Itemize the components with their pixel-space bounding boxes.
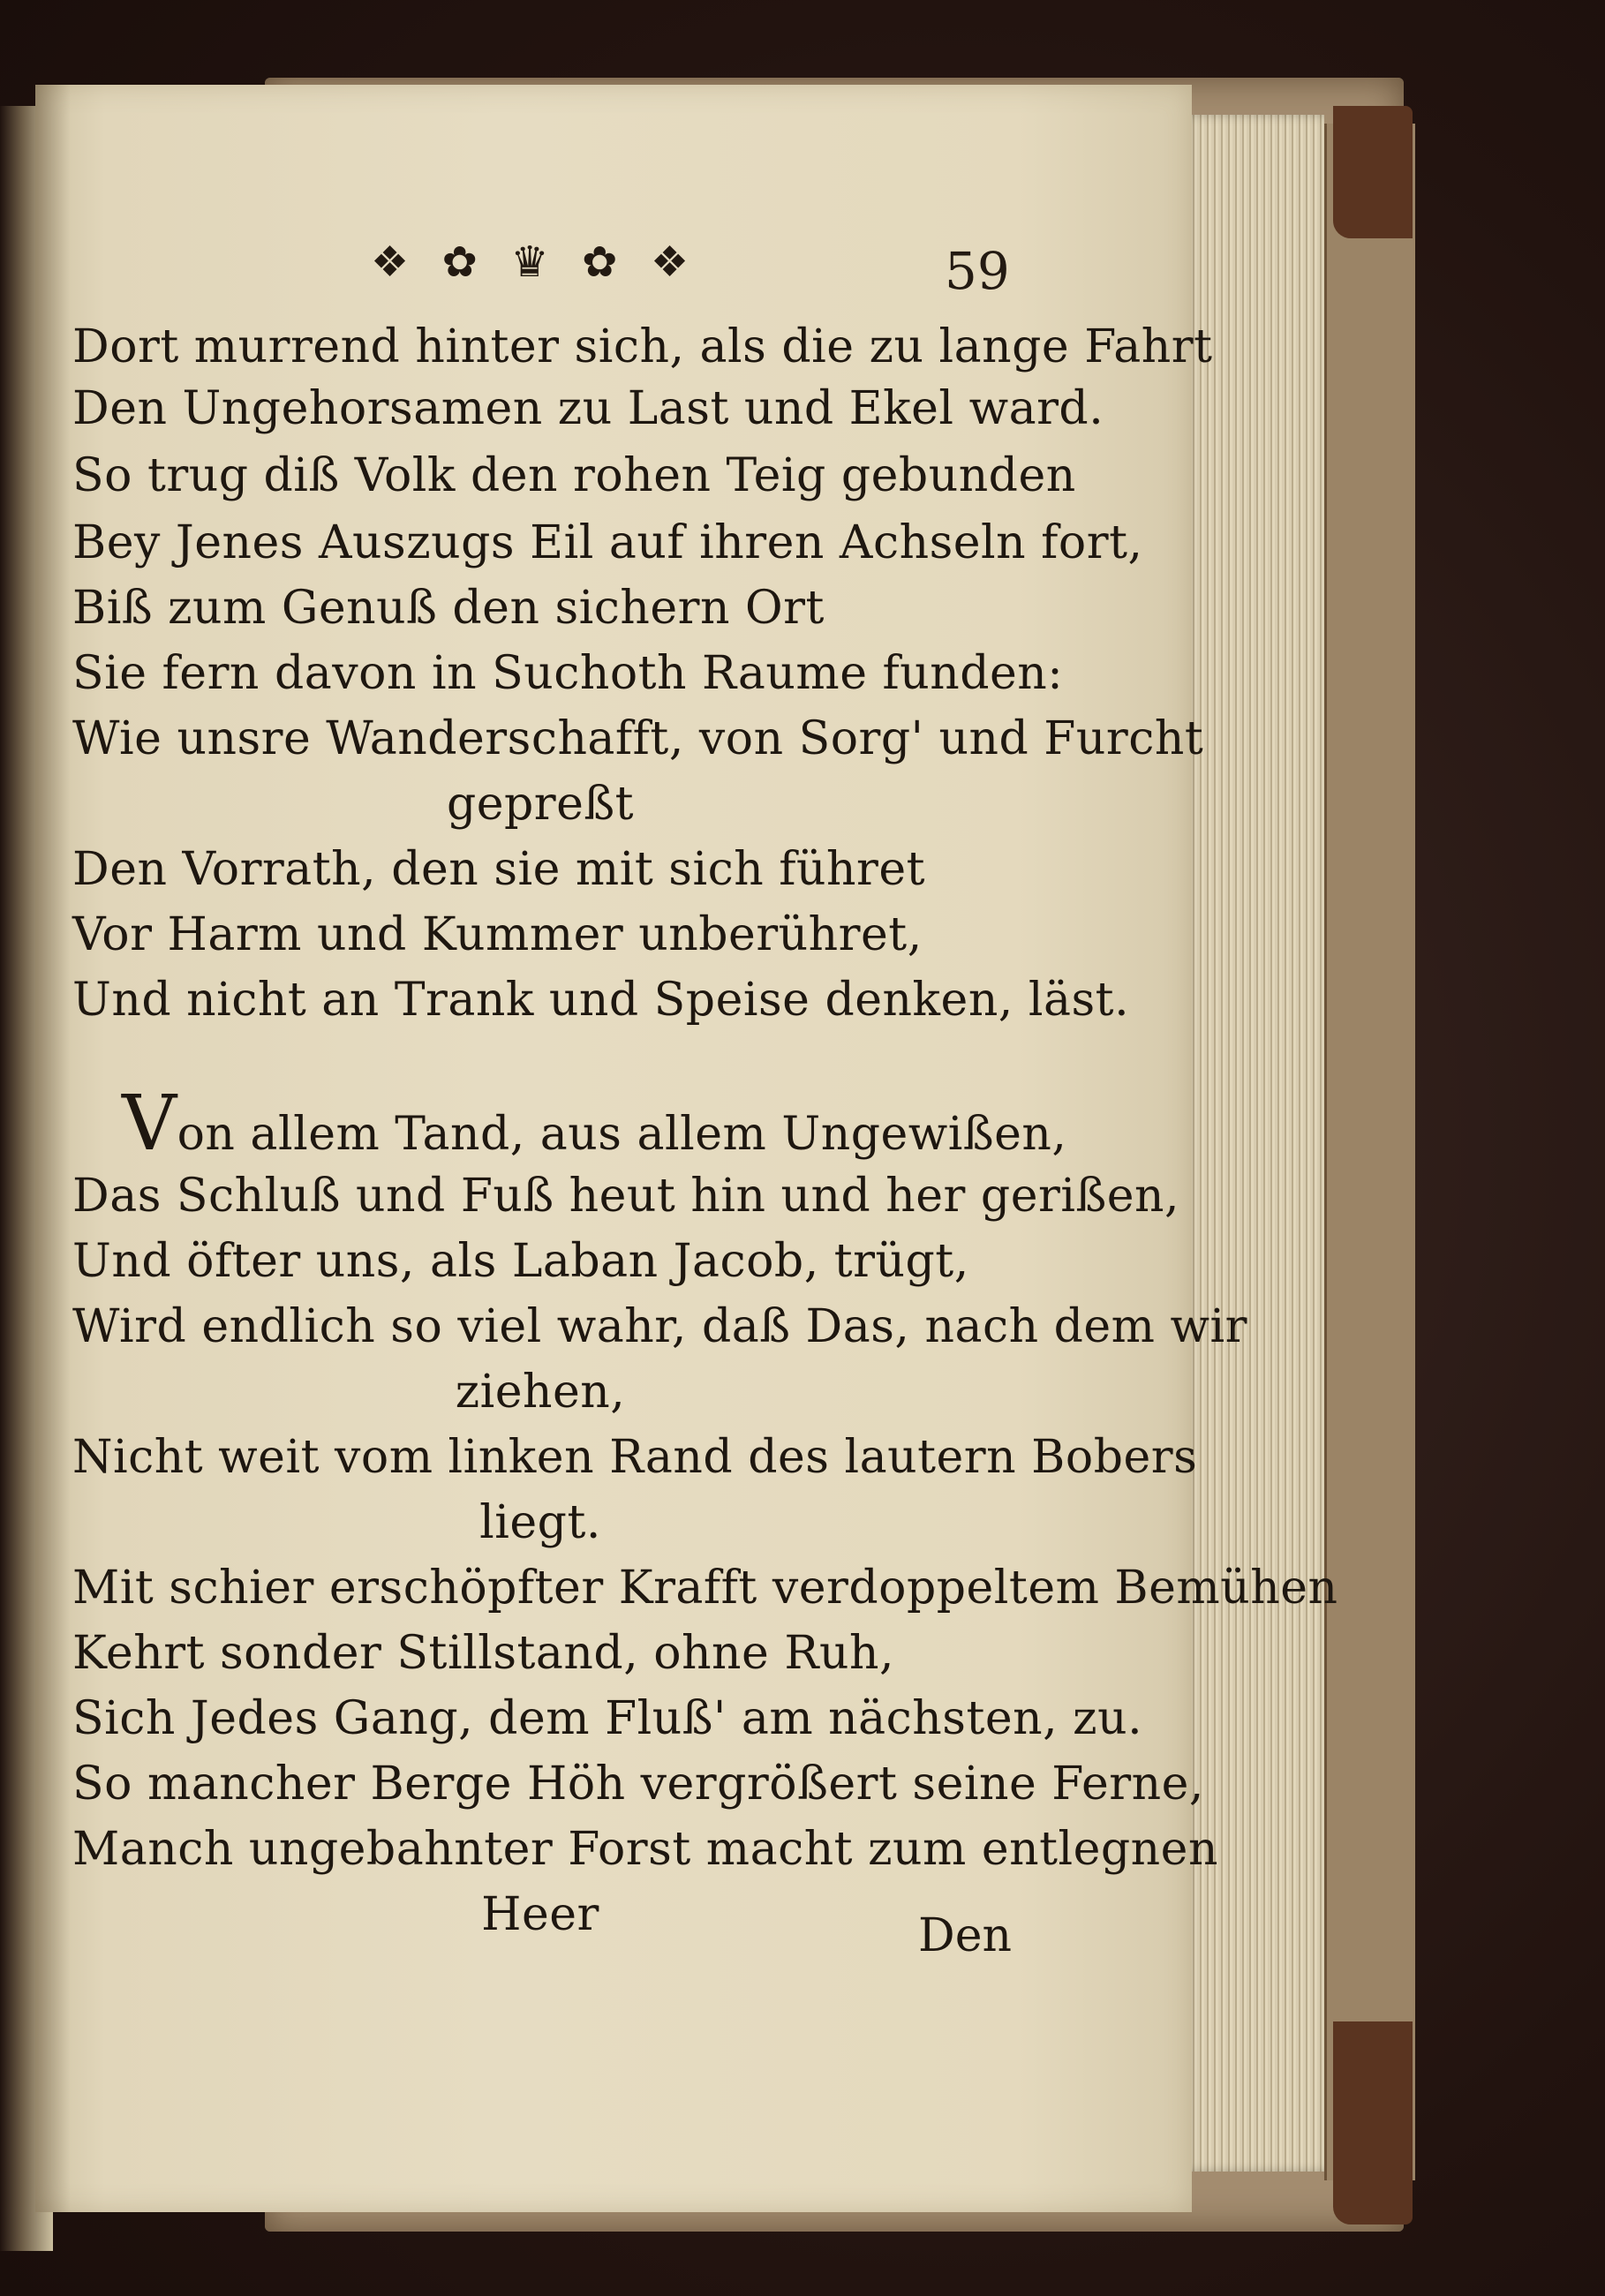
page-number: 59 [945, 241, 1010, 301]
ornament-flower-icon: ✿ [441, 237, 478, 287]
verse-line: Und nicht an Trank und Speise denken, läst. [72, 974, 1130, 1027]
verse-line: Von allem Tand, aus allem Ungewißen, [122, 1080, 1067, 1168]
verse-line: Wie unsre Wanderschafft, von Sorg' und Furcht [72, 712, 1204, 765]
verse-line: Vor Harm und Kummer unberühret, [72, 908, 923, 961]
verse-line: Das Schluß und Fuß heut hin und her gerißen, [72, 1170, 1180, 1223]
verse-line: Mit schier erschöpfter Krafft verdoppeltem Bemühen [72, 1562, 1338, 1615]
ornament-flourish-icon: ❖ [371, 237, 410, 287]
verse-line: Und öfter uns, als Laban Jacob, trügt, [72, 1235, 969, 1288]
verse-line-continuation: liegt. [479, 1496, 601, 1549]
leather-corner-bottom [1333, 2021, 1413, 2224]
header-ornament [371, 231, 689, 293]
verse-line: Bey Jenes Auszugs Eil auf ihren Achseln fort, [72, 516, 1143, 569]
verse-line: Wird endlich so viel wahr, daß Das, nach dem wir [72, 1300, 1247, 1353]
verse-line: Biß zum Genuß den sichern Ort [72, 582, 825, 635]
verse-line: Kehrt sonder Stillstand, ohne Ruh, [72, 1627, 895, 1680]
verse-line: So mancher Berge Höh vergrößert seine Ferne, [72, 1758, 1204, 1810]
verse-line: Sie fern davon in Suchoth Raume funden: [72, 647, 1064, 700]
verse-line-continuation: gepreßt [446, 778, 635, 831]
verse-line: Nicht weit vom linken Rand des lautern Bobers [72, 1431, 1198, 1484]
verse-line: Den Ungehorsamen zu Last und Ekel ward. [72, 382, 1104, 435]
ornament-flourish-icon: ❖ [650, 237, 689, 287]
ornament-flower-icon: ✿ [582, 237, 618, 287]
leather-corner-top [1333, 106, 1413, 238]
verse-line-continuation: Heer [481, 1888, 599, 1941]
catchword: Den [918, 1909, 1012, 1962]
verse-line: Manch ungebahnter Forst macht zum entlegnen [72, 1823, 1218, 1876]
ornament-crown-icon: ♛ [510, 237, 549, 287]
verse-line: Dort murrend hinter sich, als die zu lange Fahrt [72, 320, 1213, 373]
page-gutter [35, 85, 71, 2212]
verse-line-continuation: ziehen, [455, 1366, 626, 1419]
verse-line: Den Vorrath, den sie mit sich führet [72, 843, 926, 896]
verse-line: So trug diß Volk den rohen Teig gebunden [72, 449, 1076, 502]
verse-line: Sich Jedes Gang, dem Fluß' am nächsten, zu. [72, 1692, 1143, 1745]
cover-board-right [1324, 124, 1415, 2180]
